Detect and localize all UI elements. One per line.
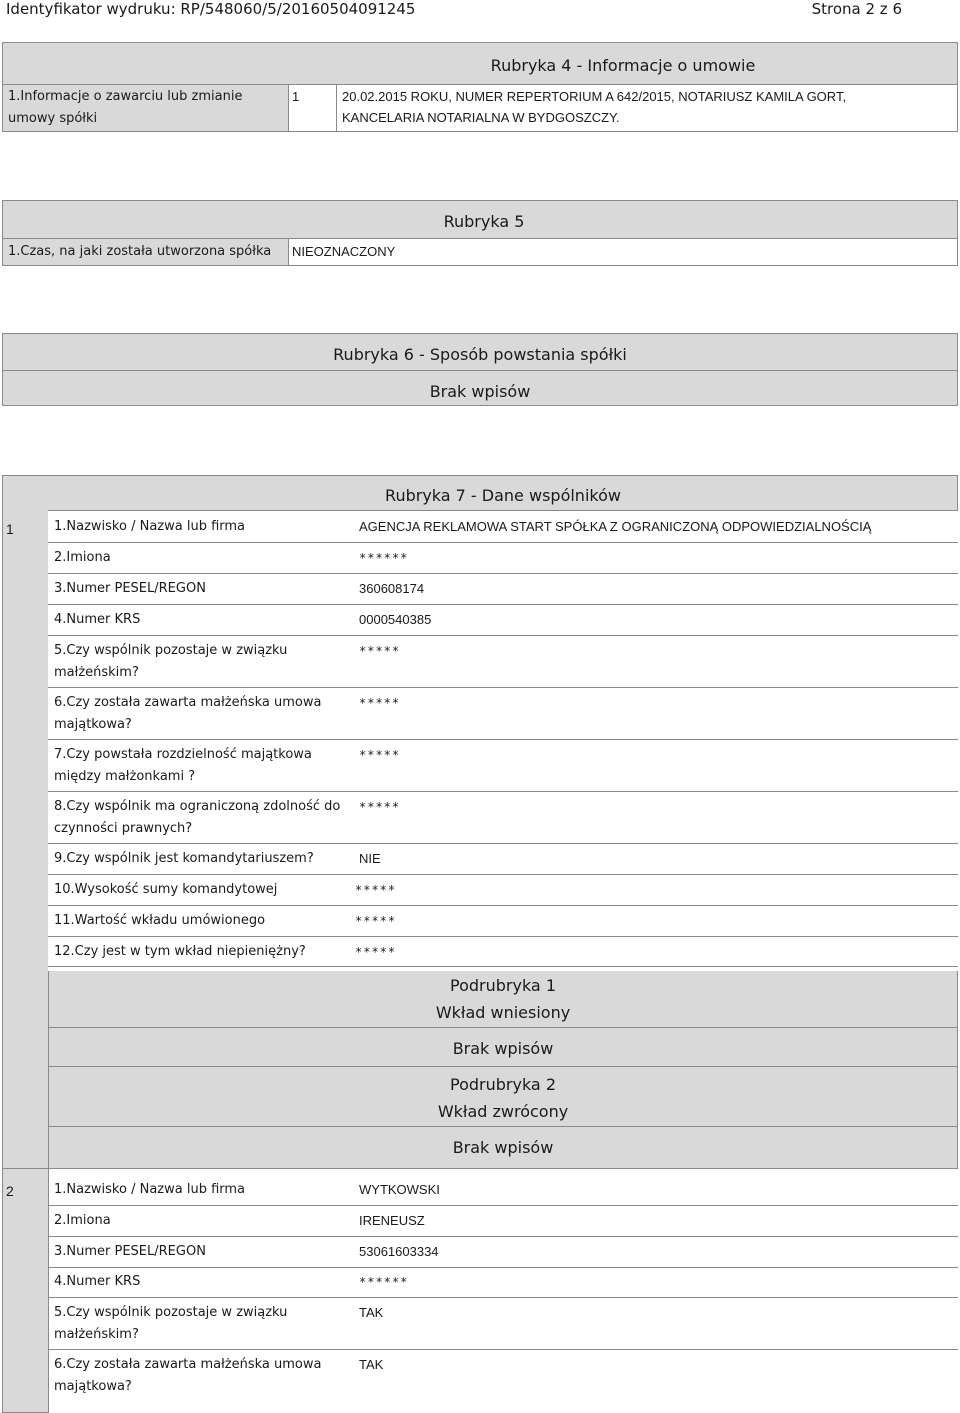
divider (48, 936, 958, 937)
p1-q8-label-line1: 8.Czy wspólnik ma ograniczoną zdolność do (54, 799, 341, 814)
p2-q6-label-line1: 6.Czy została zawarta małżeńska umowa (54, 1357, 322, 1372)
p1-q6-value: ***** (359, 696, 401, 710)
page-number: Strona 2 z 6 (811, 0, 902, 18)
p1-q11-label: 11.Wartość wkładu umówionego (54, 913, 266, 928)
rubryka5-title: Rubryka 5 (443, 212, 525, 231)
p2-firstnames-value: IRENEUSZ (359, 1213, 425, 1228)
p1-q10-value: ***** (355, 883, 397, 897)
divider (48, 843, 958, 844)
partner2-index: 2 (6, 1183, 14, 1199)
p1-q9-label: 9.Czy wspólnik jest komandytariuszem? (54, 851, 314, 866)
p1-q10-label: 10.Wysokość sumy komandytowej (54, 882, 278, 897)
divider (48, 905, 958, 906)
p1-q8-value: ***** (359, 800, 401, 814)
rubryka5-label: 1.Czas, na jaki została utworzona spółka (8, 244, 272, 259)
p1-q5-value: ***** (359, 644, 401, 658)
p1-q12-label: 12.Czy jest w tym wkład niepieniężny? (54, 944, 306, 959)
sub2-title2: Wkład zwrócony (437, 1102, 569, 1121)
p1-q9-value: NIE (359, 851, 381, 866)
divider (48, 966, 958, 967)
p1-pesel-value: 360608174 (359, 581, 425, 596)
divider (48, 1267, 958, 1268)
p1-q6-label-line1: 6.Czy została zawarta małżeńska umowa (54, 695, 322, 710)
divider (48, 542, 958, 543)
rubryka4-title: Rubryka 4 - Informacje o umowie (490, 56, 756, 75)
p1-pesel-label: 3.Numer PESEL/REGON (54, 581, 206, 596)
p2-krs-value: ****** (359, 1275, 409, 1289)
p2-q6-label-line2: majątkowa? (54, 1379, 132, 1394)
p2-name-value: WYTKOWSKI (359, 1182, 440, 1197)
divider (48, 635, 958, 636)
p2-name-label: 1.Nazwisko / Nazwa lub firma (54, 1182, 246, 1197)
divider (48, 687, 958, 688)
sub1-title2: Wkład wniesiony (435, 1003, 571, 1022)
p1-q7-label-line1: 7.Czy powstała rozdzielność majątkowa (54, 747, 312, 762)
divider (48, 791, 958, 792)
divider (48, 874, 958, 875)
sub1-title1: Podrubryka 1 (450, 976, 556, 995)
p1-q11-value: ***** (355, 914, 397, 928)
divider (48, 1297, 958, 1298)
divider (48, 1349, 958, 1350)
p1-name-value: AGENCJA REKLAMOWA START SPÓŁKA Z OGRANICZONĄ ODPOWIEDZIALNOŚCIĄ (359, 519, 872, 534)
p1-q6-label-line2: majątkowa? (54, 717, 132, 732)
p1-q8-label-line2: czynności prawnych? (54, 821, 193, 836)
p2-krs-label: 4.Numer KRS (54, 1274, 141, 1289)
p1-q12-value: ***** (355, 945, 397, 959)
p1-krs-value: 0000540385 (359, 612, 432, 627)
p1-firstnames-label: 2.Imiona (54, 550, 111, 565)
rubryka7-title: Rubryka 7 - Dane wspólników (385, 486, 621, 505)
p1-name-label: 1.Nazwisko / Nazwa lub firma (54, 519, 246, 534)
divider (48, 739, 958, 740)
p2-firstnames-label: 2.Imiona (54, 1213, 111, 1228)
rubryka6-empty: Brak wpisów (429, 382, 531, 401)
p1-firstnames-value: ****** (359, 551, 409, 565)
p2-q5-label-line1: 5.Czy wspólnik pozostaje w związku (54, 1305, 288, 1320)
sub1-empty: Brak wpisów (452, 1039, 554, 1058)
rubryka6-title: Rubryka 6 - Sposób powstania spółki (333, 345, 627, 364)
divider (48, 1066, 958, 1067)
divider (48, 604, 958, 605)
print-identifier: Identyfikator wydruku: RP/548060/5/20160504091245 (6, 0, 416, 18)
divider (48, 1126, 958, 1127)
divider (48, 573, 958, 574)
divider (48, 1205, 958, 1206)
divider (48, 1027, 958, 1028)
sub2-title1: Podrubryka 2 (450, 1075, 556, 1094)
p1-q7-label-line2: między małżonkami ? (54, 769, 196, 784)
p1-q5-label-line2: małżeńskim? (54, 665, 139, 680)
p1-krs-label: 4.Numer KRS (54, 612, 141, 627)
rubryka4-index: 1 (292, 89, 300, 104)
p2-q6-value: TAK (359, 1357, 384, 1372)
partner1-index: 1 (6, 521, 14, 537)
divider (2, 370, 958, 371)
p1-q7-value: ***** (359, 748, 401, 762)
p1-q5-label-line1: 5.Czy wspólnik pozostaje w związku (54, 643, 288, 658)
rubryka5-value: NIEOZNACZONY (292, 244, 396, 259)
sub2-empty: Brak wpisów (452, 1138, 554, 1157)
p2-pesel-label: 3.Numer PESEL/REGON (54, 1244, 206, 1259)
rubryka4-value-line1: 20.02.2015 ROKU, NUMER REPERTORIUM A 642/2015, NOTARIUSZ KAMILA GORT, (342, 89, 847, 104)
divider (48, 1236, 958, 1237)
rubryka4-value-line2: KANCELARIA NOTARIALNA W BYDGOSZCZY. (342, 110, 620, 125)
rubryka4-label: 1.Informacje o zawarciu lub zmianie umowy spółki (8, 89, 243, 126)
p2-q5-label-line2: małżeńskim? (54, 1327, 139, 1342)
p2-pesel-value: 53061603334 (359, 1244, 439, 1259)
p2-q5-value: TAK (359, 1305, 384, 1320)
